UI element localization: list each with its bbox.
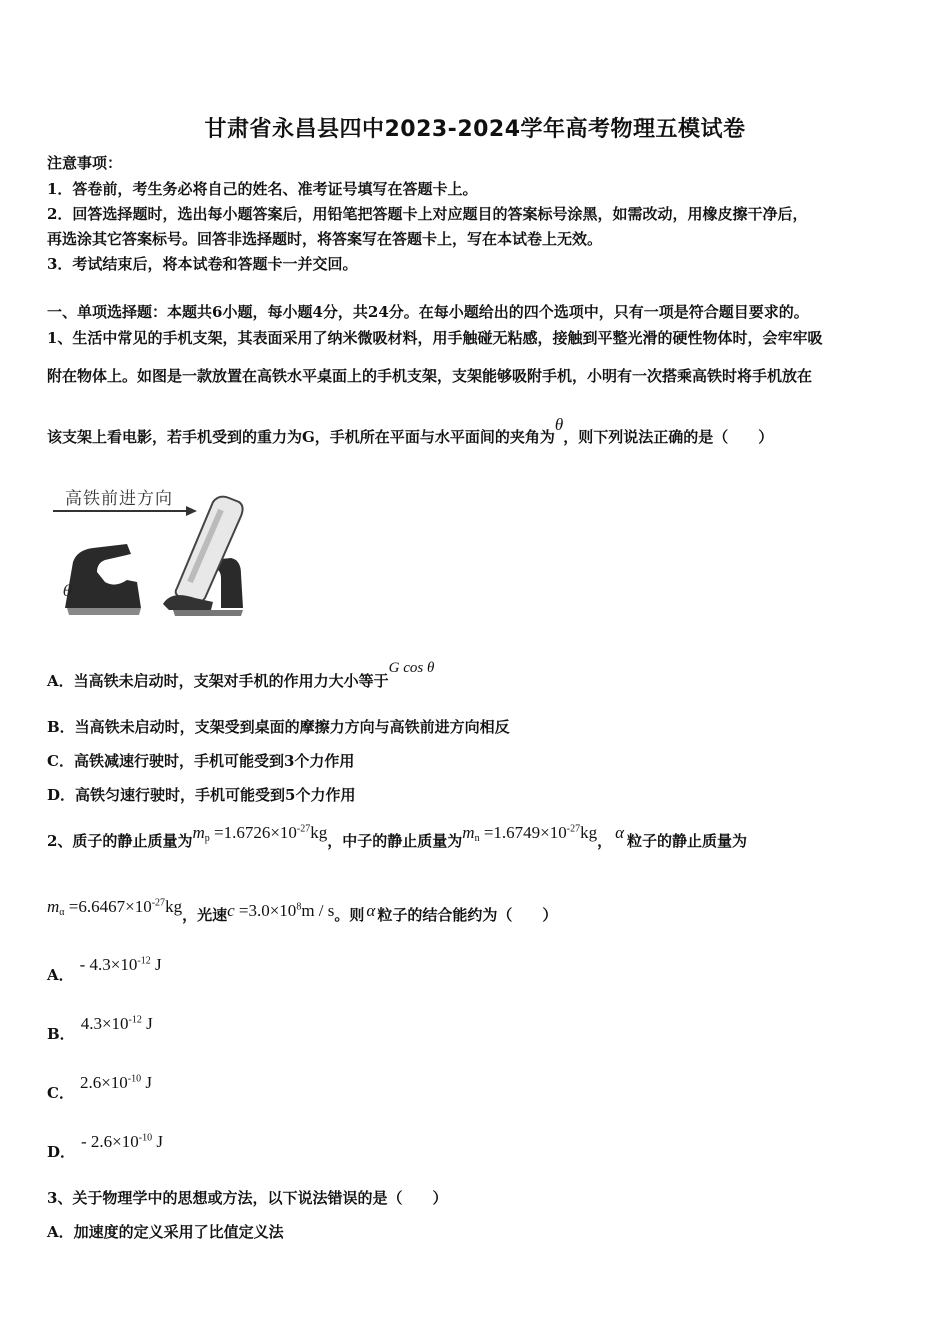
right-stand-base	[173, 610, 243, 616]
section-heading: 一、单项选择题：本题共6小题，每小题4分，共24分。在每小题给出的四个选项中，只有一项是符合题目要求的。	[47, 303, 809, 321]
q1-line-1: 1、生活中常见的手机支架，其表面采用了纳米微吸材料，用手触碰无粘感，接触到平整光滑的硬性物体时，会牢牢吸	[47, 329, 823, 347]
notice-item-1: 1．答卷前，考生务必将自己的姓名、准考证号填写在答题卡上。	[47, 180, 478, 198]
q1-option-a-formula: G cos θ	[388, 660, 435, 676]
q1-line-2: 附在物体上。如图是一款放置在高铁水平桌面上的手机支架，支架能够吸附手机，小明有一次搭乘高铁时将手机放在	[47, 367, 813, 385]
q1-option-c: C．高铁减速行驶时，手机可能受到3个力作用	[47, 752, 355, 770]
alpha-symbol-2: α	[366, 901, 376, 920]
q2-stem-line-1: 2、质子的静止质量为mp $=1.6726\times 10^{-27}kg$，中子的静止质量为mn $=1.6749\times 10^{-27}kg$， α 粒子的静止质量为	[47, 823, 748, 850]
notice-item-2-cont: 再选涂其它答案标号。回答非选择题时，将答案写在答题卡上，写在本试卷上无效。	[47, 230, 603, 248]
figure-angle-label: θ	[63, 582, 73, 600]
q2-option-b: B．$4.3\times 10^{-12}$ J	[47, 1014, 153, 1043]
notice-item-3: 3．考试结束后，将本试卷和答题卡一并交回。	[47, 255, 358, 273]
proton-mass-formula: mp $=1.6726\times 10^{-27}kg$	[192, 823, 328, 844]
q2-option-d: D．- $2.6\times 10^{-10}$ J	[47, 1132, 163, 1161]
q3-stem: 3、关于物理学中的思想或方法，以下说法错误的是（ ）	[47, 1189, 448, 1207]
theta-symbol: θ	[554, 415, 564, 434]
notice-heading: 注意事项：	[47, 154, 123, 172]
alpha-symbol: α	[615, 823, 625, 842]
notice-item-2: 2．回答选择题时，选出每小题答案后，用铅笔把答题卡上对应题目的答案标号涂黑，如需改动，用橡皮擦干净后，	[47, 205, 808, 223]
neutron-mass-formula: mn $=1.6749\times 10^{-27}kg$	[462, 823, 598, 844]
left-stand-base	[67, 608, 141, 615]
page-title: 甘肃省永昌县四中2023-2024学年高考物理五模试卷	[204, 117, 746, 142]
arrow-head-icon	[186, 506, 197, 516]
q1-line-3: 该支架上看电影，若手机受到的重力为G，手机所在平面与水平面间的夹角为θ，则下列说法正确的是（ ）	[47, 415, 774, 446]
q1-option-b: B．当高铁未启动时，支架受到桌面的摩擦力方向与高铁前进方向相反	[47, 718, 510, 736]
figure-direction-label: 高铁前进方向	[65, 489, 173, 509]
q3-option-a: A．加速度的定义采用了比值定义法	[47, 1223, 284, 1241]
q1-option-a: A．当高铁未启动时，支架对手机的作用力大小等于G cos θ	[47, 660, 435, 690]
q2-option-c: C．$2.6\times 10^{-10}$ J	[47, 1073, 153, 1102]
light-speed-formula: $c =3.0\times 10^8m / s$	[227, 901, 335, 920]
q1-option-d: D．高铁匀速行驶时，手机可能受到5个力作用	[47, 786, 356, 804]
figure-drawing	[45, 470, 255, 620]
left-stand-icon	[65, 544, 141, 608]
q2-option-a: A．- $4.3\times 10^{-12}$ J	[47, 955, 162, 984]
q2-stem-line-2: $m\alpha =6.6467\times 10^{-27}kg$，光速$c =3.0\times 10^8m / s$。则 α 粒子的结合能约为（ ）	[47, 897, 558, 924]
phone-stand-figure	[45, 470, 255, 620]
alpha-mass-formula: $m\alpha =6.6467\times 10^{-27}kg$	[47, 897, 183, 918]
